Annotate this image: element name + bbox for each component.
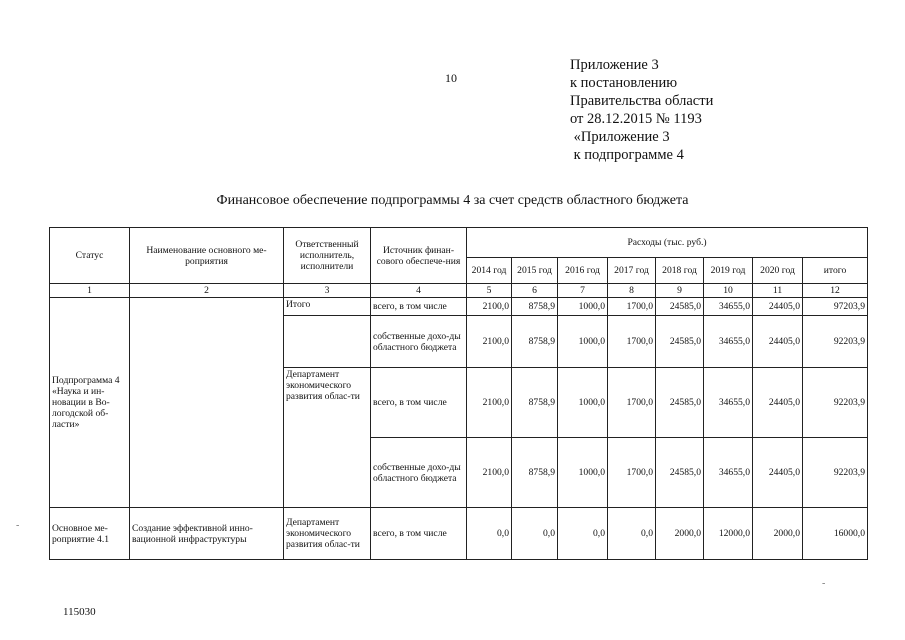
value-cell: 34655,0 [704, 438, 753, 508]
appendix-line: Правительства области [570, 93, 714, 109]
source-cell: всего, в том числе [371, 368, 467, 438]
header-year: 2019 год [704, 258, 753, 284]
value-cell: 1000,0 [558, 368, 608, 438]
value-cell: 1000,0 [558, 316, 608, 368]
table-row [50, 298, 868, 316]
value-cell: 2100,0 [467, 438, 512, 508]
header-year: 2015 год [512, 258, 558, 284]
value-cell: 2100,0 [467, 368, 512, 438]
appendix-line: к подпрограмме 4 [570, 147, 684, 163]
value-cell: 0,0 [512, 508, 558, 560]
column-number: 9 [656, 284, 704, 298]
footer-code: 115030 [63, 606, 96, 618]
header-year: 2016 год [558, 258, 608, 284]
column-number: 11 [753, 284, 803, 298]
appendix-header [570, 56, 713, 164]
value-cell: 2100,0 [467, 316, 512, 368]
source-cell: собственные дохо-ды областного бюджета [371, 316, 467, 368]
value-cell: 24585,0 [656, 316, 704, 368]
column-numbers-row [50, 284, 868, 298]
header-executor: Ответственный исполнитель, исполнители [284, 228, 371, 284]
margin-mark: - [822, 578, 826, 589]
total-cell: 92203,9 [803, 438, 868, 508]
column-number: 5 [467, 284, 512, 298]
value-cell: 8758,9 [512, 438, 558, 508]
value-cell: 0,0 [558, 508, 608, 560]
subprogram-status: Подпрограмма 4 «Наука и ин-новации в Во-логодской об-ласти» [50, 298, 130, 508]
appendix-line: Приложение 3 [570, 57, 659, 73]
value-cell: 24405,0 [753, 368, 803, 438]
value-cell: 1000,0 [558, 298, 608, 316]
value-cell: 12000,0 [704, 508, 753, 560]
value-cell: 34655,0 [704, 368, 753, 438]
value-cell: 24585,0 [656, 368, 704, 438]
appendix-line: «Приложение 3 [570, 129, 670, 145]
header-name: Наименование основного ме-роприятия [130, 228, 284, 284]
executor-cell-empty [284, 316, 371, 368]
value-cell: 8758,9 [512, 316, 558, 368]
margin-mark: - [16, 520, 20, 531]
value-cell: 1700,0 [608, 298, 656, 316]
value-cell: 1000,0 [558, 438, 608, 508]
header-total: итого [803, 258, 868, 284]
column-number: 2 [130, 284, 284, 298]
page-number: 10 [445, 71, 457, 85]
activity-name: Создание эффективной инно-вационной инфраструктуры [130, 508, 284, 560]
financing-table [49, 227, 868, 560]
executor-cell: Итого [284, 298, 371, 316]
activity-status: Основное ме-роприятие 4.1 [50, 508, 130, 560]
subprogram-name [130, 298, 284, 508]
total-cell: 97203,9 [803, 298, 868, 316]
column-number: 8 [608, 284, 656, 298]
column-number: 3 [284, 284, 371, 298]
column-number: 10 [704, 284, 753, 298]
value-cell: 34655,0 [704, 316, 753, 368]
column-number: 4 [371, 284, 467, 298]
source-cell: всего, в том числе [371, 298, 467, 316]
total-cell: 16000,0 [803, 508, 868, 560]
appendix-line: от 28.12.2015 № 1193 [570, 111, 702, 127]
executor-cell: Департамент экономического развития облас-ти [284, 368, 371, 508]
value-cell: 1700,0 [608, 368, 656, 438]
source-cell: собственные дохо-ды областного бюджета [371, 438, 467, 508]
value-cell: 2000,0 [656, 508, 704, 560]
value-cell: 2100,0 [467, 298, 512, 316]
executor-cell: Департамент экономического развития облас-ти [284, 508, 371, 560]
value-cell: 24585,0 [656, 438, 704, 508]
header-year: 2017 год [608, 258, 656, 284]
header-expenses: Расходы (тыс. руб.) [467, 228, 868, 258]
table-row [50, 508, 868, 560]
header-status: Статус [50, 228, 130, 284]
value-cell: 34655,0 [704, 298, 753, 316]
column-number: 7 [558, 284, 608, 298]
column-number: 1 [50, 284, 130, 298]
column-number: 6 [512, 284, 558, 298]
value-cell: 0,0 [467, 508, 512, 560]
value-cell: 1700,0 [608, 316, 656, 368]
source-cell: всего, в том числе [371, 508, 467, 560]
value-cell: 1700,0 [608, 438, 656, 508]
value-cell: 24585,0 [656, 298, 704, 316]
value-cell: 24405,0 [753, 298, 803, 316]
document-title: Финансовое обеспечение подпрограммы 4 за счет средств областного бюджета [216, 193, 689, 208]
header-year: 2018 год [656, 258, 704, 284]
value-cell: 0,0 [608, 508, 656, 560]
appendix-line: к постановлению [570, 75, 678, 91]
value-cell: 8758,9 [512, 368, 558, 438]
header-year: 2014 год [467, 258, 512, 284]
header-year: 2020 год [753, 258, 803, 284]
value-cell: 24405,0 [753, 438, 803, 508]
value-cell: 24405,0 [753, 316, 803, 368]
total-cell: 92203,9 [803, 316, 868, 368]
total-cell: 92203,9 [803, 368, 868, 438]
value-cell: 2000,0 [753, 508, 803, 560]
value-cell: 8758,9 [512, 298, 558, 316]
header-source: Источник финан-сового обеспече-ния [371, 228, 467, 284]
column-number: 12 [803, 284, 868, 298]
